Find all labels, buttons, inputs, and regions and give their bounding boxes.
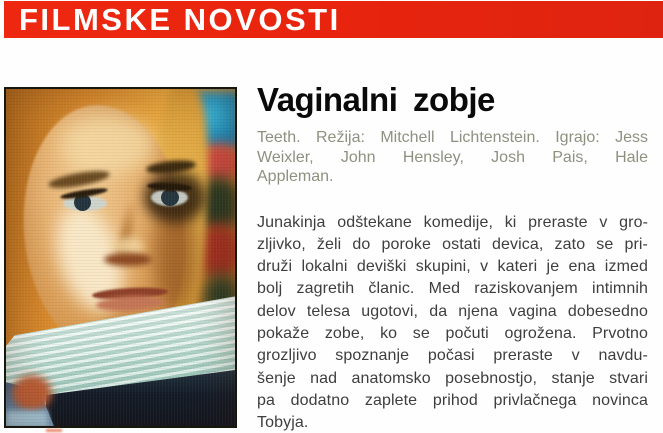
text-line: pa dodatno zaplete prihod privlačnega novinca <box>257 391 648 409</box>
article-body <box>257 212 648 433</box>
article-column <box>257 81 648 433</box>
article-credits <box>257 128 648 187</box>
text-line: zljivko, želi do poroke ostati devica, zato se pri- <box>257 235 648 253</box>
text-line: grozljivo spoznanje počasi preraste v navdu- <box>257 347 648 365</box>
text-line: Weixler, John Hensley, Josh Pais, Hale <box>257 148 648 166</box>
text-line: Junakinja odštekane komedije, ki preraste v gro- <box>257 213 648 231</box>
text-line: bolj zagretih članic. Med raziskovanjem intimnih <box>257 280 648 298</box>
photo-vignette <box>6 89 235 426</box>
section-banner <box>4 1 663 38</box>
print-smudge <box>46 429 62 432</box>
text-line: druži lokalni deviški skupini, v kateri je ena izmed <box>257 258 648 276</box>
text-line: Tobyja. <box>257 414 309 432</box>
text-line: Teeth. Režija: Mitchell Lichtenstein. Igrajo: Jess <box>257 129 648 146</box>
text-line: šenje nad anatomsko posebnostjo, stanje stvari <box>257 369 648 387</box>
film-still-photo <box>4 87 237 428</box>
article-title: Vaginalni zobje <box>257 81 495 118</box>
text-line: Appleman. <box>257 168 334 185</box>
section-banner-title: FILMSKE NOVOSTI <box>19 2 341 37</box>
text-line: delov telesa ugotovi, da njena vagina dobesedno <box>257 302 648 320</box>
text-line: pokaže zobe, ko se počuti ogrožena. Prvotno <box>257 324 648 342</box>
